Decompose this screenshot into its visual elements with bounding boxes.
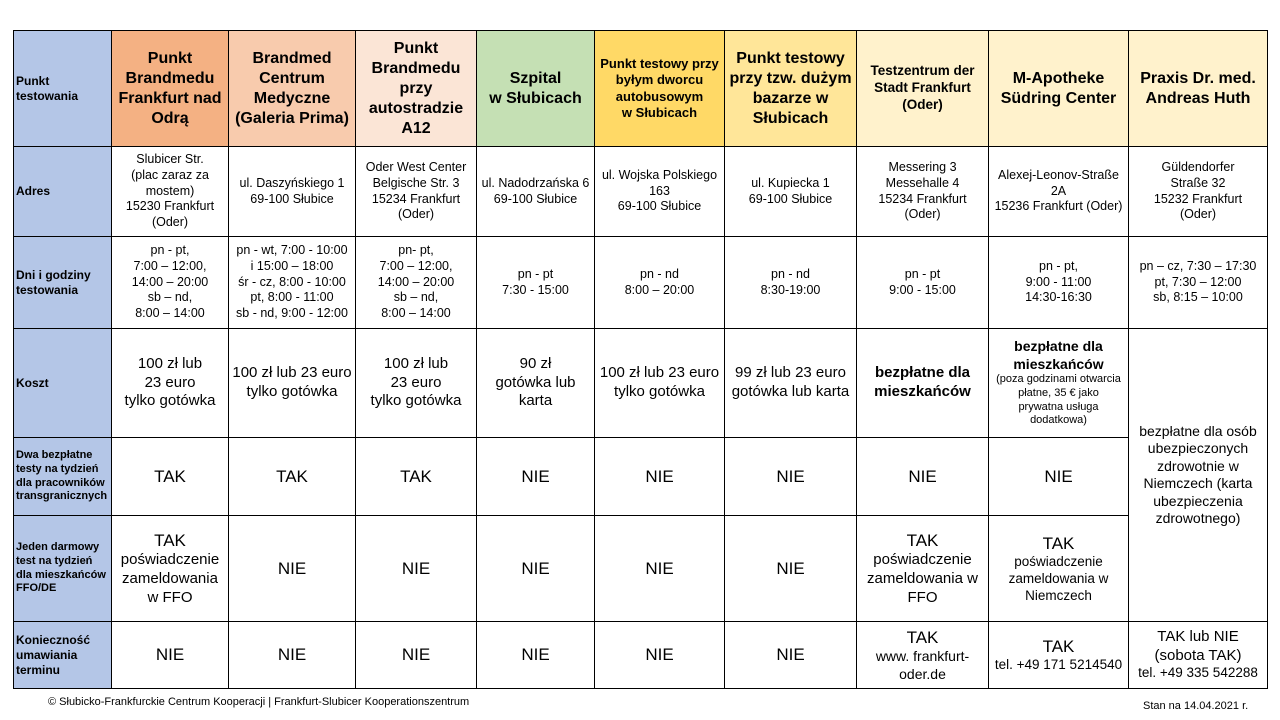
two-free-cell: NIE xyxy=(725,438,857,516)
cost-cell: 100 zł lub 23 euro tylko gotówka xyxy=(595,329,725,438)
one-free-main: TAK xyxy=(1042,533,1075,553)
address-cell: Güldendorfer Straße 32 15232 Frankfurt (Oder) xyxy=(1129,147,1268,237)
one-free-cell: NIE xyxy=(725,516,857,622)
cost-row xyxy=(14,329,1268,438)
header-row xyxy=(14,31,1268,147)
two-free-cell: TAK xyxy=(356,438,477,516)
appointment-phone: tel. +49 171 5214540 xyxy=(994,657,1123,673)
cost-cell: 99 zł lub 23 euro gotówka lub karta xyxy=(725,329,857,438)
hours-cell: pn - nd 8:30-19:00 xyxy=(725,237,857,329)
one-free-test-row xyxy=(14,516,1268,622)
one-free-main: TAK xyxy=(154,530,186,550)
appointment-cell: NIE xyxy=(477,622,595,689)
one-free-sub: poświadczenie zameldowania w Niemczech xyxy=(1008,553,1109,603)
row-label-koniecznosc: Konieczność umawiania terminu xyxy=(14,622,112,689)
one-free-cell: NIE xyxy=(356,516,477,622)
appointment-cell xyxy=(989,622,1129,689)
two-free-cell: TAK xyxy=(112,438,229,516)
appointment-main: TAK lub NIE (sobota TAK) xyxy=(1154,627,1242,664)
header-praxis-huth: Praxis Dr. med. Andreas Huth xyxy=(1129,31,1268,147)
one-free-sub: poświadczenie zameldowania w FFO xyxy=(120,551,220,606)
hours-cell: pn - pt, 9:00 - 11:00 14:30-16:30 xyxy=(989,237,1129,329)
cost-cell: bezpłatne dla mieszkańców xyxy=(857,329,989,438)
two-free-cell: NIE xyxy=(857,438,989,516)
header-brandmed-frankfurt: Punkt Brandmedu Frankfurt nad Odrą xyxy=(112,31,229,147)
header-brandmed-a12: Punkt Brandmedu przy autostradzie A12 xyxy=(356,31,477,147)
appointment-main: TAK xyxy=(906,627,939,647)
row-label-dni: Dni i godziny testowania xyxy=(14,237,112,329)
one-free-cell: NIE xyxy=(229,516,356,622)
two-free-cell: NIE xyxy=(989,438,1129,516)
address-row xyxy=(14,147,1268,237)
cost-cell xyxy=(989,329,1129,438)
address-cell: ul. Wojska Polskiego 163 69-100 Słubice xyxy=(595,147,725,237)
two-free-cell: TAK xyxy=(229,438,356,516)
one-free-cell: NIE xyxy=(477,516,595,622)
hours-cell: pn - nd 8:00 – 20:00 xyxy=(595,237,725,329)
praxis-merged-cell: bezpłatne dla osób ubezpieczonych zdrowotnie w Niemczech (karta ubezpieczenia zdrowotnego) xyxy=(1129,329,1268,622)
row-label-adres: Adres xyxy=(14,147,112,237)
header-m-apotheke: M-Apotheke Südring Center xyxy=(989,31,1129,147)
appointment-cell xyxy=(857,622,989,689)
appointment-cell: NIE xyxy=(725,622,857,689)
two-free-cell: NIE xyxy=(595,438,725,516)
hours-cell: pn - pt 9:00 - 15:00 xyxy=(857,237,989,329)
appointment-link[interactable]: www. frankfurt- oder.de xyxy=(875,648,970,682)
row-label-dwa: Dwa bezpłatne testy na tydzień dla pracowników transgranicznych xyxy=(14,438,112,516)
cost-cell: 100 zł lub 23 euro tylko gotówka xyxy=(112,329,229,438)
cost-cell: 100 zł lub 23 euro tylko gotówka xyxy=(229,329,356,438)
hours-cell: pn - pt, 7:00 – 12:00, 14:00 – 20:00 sb – nd, 8:00 – 14:00 xyxy=(112,237,229,329)
appointment-cell: NIE xyxy=(229,622,356,689)
header-dworzec: Punkt testowy przy byłym dworcu autobusowym w Słubicach xyxy=(595,31,725,147)
one-free-main: TAK xyxy=(906,530,939,550)
address-cell: ul. Daszyńskiego 1 69-100 Słubice xyxy=(229,147,356,237)
appointment-cell xyxy=(1129,622,1268,689)
one-free-cell xyxy=(112,516,229,622)
cost-main: bezpłatne dla mieszkańców xyxy=(1013,338,1104,372)
two-free-tests-row xyxy=(14,438,1268,516)
header-brandmed-galeria: Brandmed Centrum Medyczne (Galeria Prima) xyxy=(229,31,356,147)
testing-points-table xyxy=(13,30,1268,689)
header-bazar: Punkt testowy przy tzw. dużym bazarze w Słubicach xyxy=(725,31,857,147)
hours-cell: pn - wt, 7:00 - 10:00 i 15:00 – 18:00 śr - cz, 8:00 - 10:00 pt, 8:00 - 11:00 sb - nd, 9:00 - 12:00 xyxy=(229,237,356,329)
appointment-cell: NIE xyxy=(112,622,229,689)
appointment-cell: NIE xyxy=(356,622,477,689)
appointment-phone: tel. +49 335 542288 xyxy=(1138,665,1258,681)
appointment-main: TAK xyxy=(1042,636,1075,656)
address-cell: Messering 3 Messehalle 4 15234 Frankfurt (Oder) xyxy=(857,147,989,237)
footer-date: Stan na 14.04.2021 r. xyxy=(1143,700,1249,712)
address-cell: Slubicer Str. (plac zaraz za mostem) 15230 Frankfurt (Oder) xyxy=(112,147,229,237)
hours-row xyxy=(14,237,1268,329)
hours-cell: pn- pt, 7:00 – 12:00, 14:00 – 20:00 sb – nd, 8:00 – 14:00 xyxy=(356,237,477,329)
address-cell: ul. Kupiecka 1 69-100 Słubice xyxy=(725,147,857,237)
address-cell: Alexej-Leonov-Straße 2A 15236 Frankfurt (Oder) xyxy=(989,147,1129,237)
corner-label: Punkt testowania xyxy=(14,31,112,147)
cost-cell: 90 zł gotówka lub karta xyxy=(477,329,595,438)
header-szpital: Szpital w Słubicach xyxy=(477,31,595,147)
address-cell: ul. Nadodrzańska 6 69-100 Słubice xyxy=(477,147,595,237)
one-free-sub: poświadczenie zameldowania w FFO xyxy=(867,551,978,606)
cost-note: (poza godzinami otwarcia płatne, 35 € jako prywatna usługa dodatkowa) xyxy=(996,373,1121,427)
row-label-koszt: Koszt xyxy=(14,329,112,438)
one-free-cell xyxy=(989,516,1129,622)
appointment-cell: NIE xyxy=(595,622,725,689)
two-free-cell: NIE xyxy=(477,438,595,516)
hours-cell: pn - pt 7:30 - 15:00 xyxy=(477,237,595,329)
header-testzentrum: Testzentrum der Stadt Frankfurt (Oder) xyxy=(857,31,989,147)
row-label-jeden: Jeden darmowy test na tydzień dla mieszkańców FFO/DE xyxy=(14,516,112,622)
appointment-row xyxy=(14,622,1268,689)
address-cell: Oder West Center Belgische Str. 3 15234 Frankfurt (Oder) xyxy=(356,147,477,237)
cost-cell: 100 zł lub 23 euro tylko gotówka xyxy=(356,329,477,438)
one-free-cell xyxy=(857,516,989,622)
footer-copyright: © Słubicko-Frankfurckie Centrum Kooperacji | Frankfurt-Slubicer Kooperationszentrum xyxy=(48,696,470,708)
hours-cell: pn – cz, 7:30 – 17:30 pt, 7:30 – 12:00 sb, 8:15 – 10:00 xyxy=(1129,237,1268,329)
one-free-cell: NIE xyxy=(595,516,725,622)
